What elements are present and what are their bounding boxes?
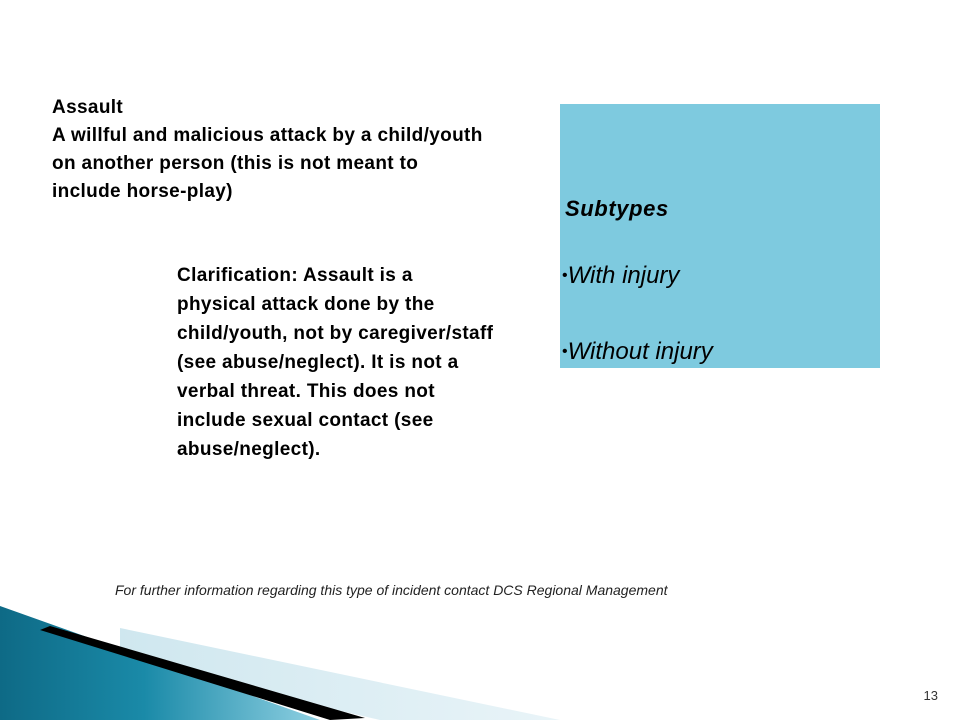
subtypes-heading: Subtypes [565, 196, 669, 221]
definition-text: A willful and malicious attack by a child/youth on another person (this is not meant to include horse-play) [52, 125, 483, 202]
bullet-icon: • [562, 343, 568, 360]
definition-title: Assault [52, 97, 124, 118]
bullet-icon: • [562, 267, 568, 284]
clarification-text: Clarification: Assault is a physical attack done by the child/youth, not by caregiver/staff (see abuse/neglect). It is not a verbal threat. This does not include sexual contact (see abuse/neglect). [177, 265, 494, 460]
subtype-label: Without injury [567, 338, 713, 365]
subtype-label: With injury [567, 262, 680, 289]
page-number: 13 [923, 688, 938, 703]
footer-note: For further information regarding this type of incident contact DCS Regional Management [115, 582, 668, 598]
